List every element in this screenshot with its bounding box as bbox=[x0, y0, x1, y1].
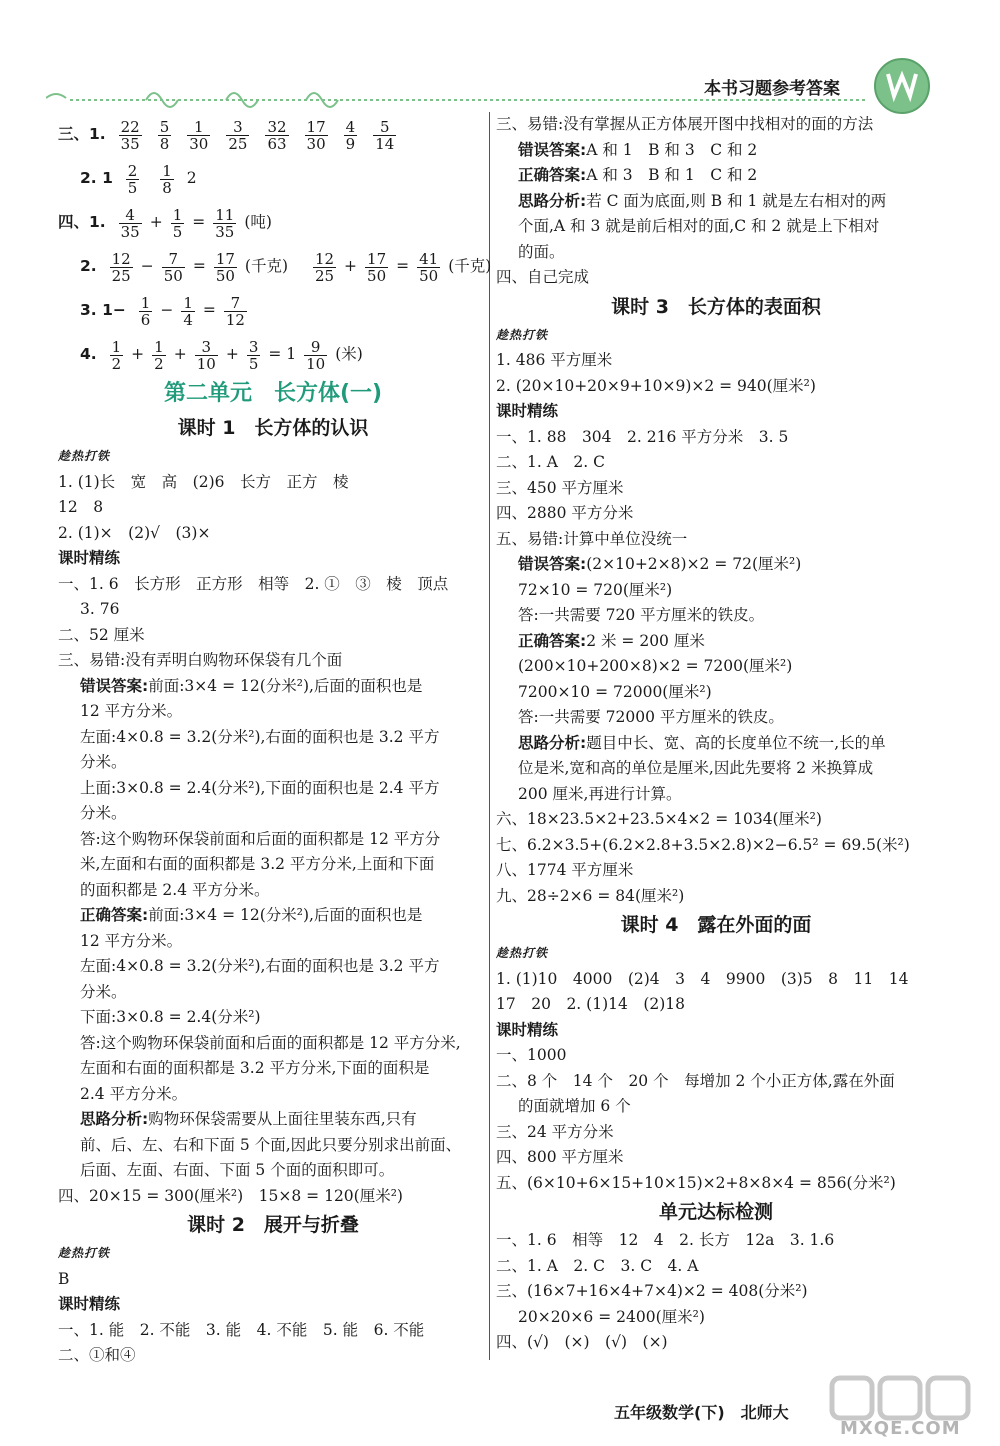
unit-test-title: 单元达标检测 bbox=[658, 1201, 773, 1223]
answer-line: 二、①和④ bbox=[58, 1346, 136, 1364]
answer-line: 答:这个购物环保袋前面和后面的面积都是 12 平方分 bbox=[80, 829, 441, 848]
answer-line: 后面、左面、右面、下面 5 个面的面积即可。 bbox=[80, 1161, 395, 1179]
answer-line: 72×10 = 720(厘米²) bbox=[518, 580, 673, 599]
answer-line: (200×10+200×8)×2 = 7200(厘米²) bbox=[518, 657, 793, 675]
section-heading: 课时精练 bbox=[58, 549, 121, 567]
answer-line: 思路分析:若 C 面为底面,则 B 和 1 就是左右相对的两 bbox=[518, 191, 887, 210]
answer-line: 四、(√) (×) (√) (×) bbox=[496, 1333, 668, 1351]
answer-line: 20×20×6 = 2400(厘米²) bbox=[518, 1307, 705, 1326]
answer-line: 正确答案:前面:3×4 = 12(分米²),后面的面积也是 bbox=[80, 906, 423, 924]
section-heading: 课时精练 bbox=[496, 402, 559, 420]
answer-line: 五、(6×10+6×15+10×15)×2+8×8×4 = 856(分米²) bbox=[496, 1173, 896, 1192]
answer-line: 七、6.2×3.5+(6.2×2.8+3.5×2.8)×2−6.5² = 69.5(米²) bbox=[496, 835, 910, 854]
fraction: $\frac{22}{35}$ bbox=[120, 117, 140, 153]
answer-line: 分米。 bbox=[80, 804, 127, 822]
answer-line: 八、1774 平方厘米 bbox=[496, 861, 634, 879]
answer-line: 三、易错:没有弄明白购物环保袋有几个面 bbox=[58, 651, 343, 669]
answer-line: 的面积都是 2.4 平方分米。 bbox=[80, 880, 270, 899]
answer-line: 一、1. 6 长方形 正方形 相等 2. ① ③ 棱 顶点 bbox=[58, 574, 449, 593]
answer-line: 四、2880 平方分米 bbox=[496, 504, 634, 522]
answer-line: 个面,A 和 3 就是前后相对的面,C 和 2 就是上下相对 bbox=[518, 217, 880, 235]
watermark-url: MXQE.COM bbox=[840, 1418, 961, 1439]
unit-title: 第二单元 长方体(一) bbox=[163, 381, 383, 406]
answer-line: 的面就增加 6 个 bbox=[518, 1097, 631, 1115]
answer-line: 二、8 个 14 个 20 个 每增加 2 个小正方体,露在外面 bbox=[496, 1071, 895, 1090]
answer-line: 前、后、左、右和下面 5 个面,因此只要分别求出前面、 bbox=[80, 1135, 462, 1154]
section-heading: 课时精练 bbox=[496, 1020, 559, 1039]
fraction: $\frac{2}{5}$ bbox=[127, 161, 138, 197]
answer-line: 200 厘米,再进行计算。 bbox=[518, 784, 682, 803]
answer-line: 六、18×23.5×2+23.5×4×2 = 1034(厘米²) bbox=[496, 810, 822, 828]
fraction: $\frac{17}{30}$ bbox=[306, 117, 326, 153]
answer-line: 答:一共需要 720 平方厘米的铁皮。 bbox=[518, 606, 765, 624]
answer-line: 分米。 bbox=[80, 982, 127, 1001]
section-4-item-2: 2. $\frac{12}{25}$ − $\frac{7}{50}$ = $\frac{17}{50}$ (千克) $\frac{12}{25}$ + $\frac{17}{50}$ = $\frac{41}{50}$ (千克) bbox=[80, 249, 492, 285]
answer-line: 答:一共需要 72000 平方厘米的铁皮。 bbox=[518, 708, 784, 726]
section-3-item-2: 2. 1 $\frac{2}{5}$ $\frac{1}{8}$ 2 bbox=[80, 161, 197, 197]
fraction: $\frac{5}{14}$ bbox=[375, 117, 395, 153]
answer-line: 思路分析:题目中长、宽、高的长度单位不统一,长的单 bbox=[518, 733, 886, 752]
section-tag: 趁热打铁 bbox=[496, 946, 549, 960]
left-column bbox=[58, 112, 492, 1369]
fraction: $\frac{3}{25}$ bbox=[228, 117, 248, 153]
answer-line: 思路分析:购物环保袋需要从上面往里装东西,只有 bbox=[80, 1110, 417, 1128]
answer-line: 7200×10 = 72000(厘米²) bbox=[518, 682, 712, 701]
answer-line: 一、1. 88 304 2. 216 平方分米 3. 5 bbox=[496, 427, 789, 446]
answer-line: 1. (1)长 宽 高 (2)6 长方 正方 棱 bbox=[58, 472, 349, 491]
fraction: $\frac{32}{63}$ bbox=[267, 117, 287, 153]
answer-line: 二、1. A 2. C bbox=[496, 453, 605, 471]
answer-line: 米,左面和右面的面积都是 3.2 平方分米,上面和下面 bbox=[80, 855, 435, 873]
section-tag: 趁热打铁 bbox=[58, 1246, 111, 1260]
footer-book-title: 五年级数学(下) 北师大 bbox=[614, 1403, 789, 1422]
answer-line: 下面:3×0.8 = 2.4(分米²) bbox=[80, 1008, 261, 1026]
section-4-item-1: 四、1. $\frac{4}{35}$ + $\frac{1}{5}$ = $\frac{11}{35}$ (吨) bbox=[58, 205, 272, 241]
answer-line: 九、28÷2×6 = 84(厘米²) bbox=[496, 886, 685, 905]
answer-line: 四、20×15 = 300(厘米²) 15×8 = 120(厘米²) bbox=[58, 1186, 403, 1205]
answer-line: 左面:4×0.8 = 3.2(分米²),右面的面积也是 3.2 平方 bbox=[80, 727, 440, 746]
answer-line: 三、24 平方分米 bbox=[496, 1122, 614, 1141]
lesson-title: 课时 4 露在外面的面 bbox=[620, 914, 812, 936]
section-tag: 趁热打铁 bbox=[58, 449, 111, 463]
answer-line: 二、1. A 2. C 3. C 4. A bbox=[496, 1256, 699, 1275]
answer-line: 四、800 平方厘米 bbox=[496, 1148, 624, 1166]
answer-line: 3. 76 bbox=[80, 600, 120, 618]
book-logo-icon bbox=[874, 58, 930, 114]
answer-line: 答:这个购物环保袋前面和后面的面积都是 12 平方分米, bbox=[80, 1033, 461, 1052]
answer-line: 一、1. 6 相等 12 4 2. 长方 12a 3. 1.6 bbox=[496, 1231, 835, 1249]
answer-line: 1. (1)10 4000 (2)4 3 4 9900 (3)5 8 11 14 bbox=[496, 969, 909, 988]
answer-line: 错误答案:(2×10+2×8)×2 = 72(厘米²) bbox=[518, 555, 802, 573]
section-4-item-4: 4. $\frac{1}{2}$ + $\frac{1}{2}$ + $\frac{3}{10}$ + $\frac{3}{5}$ = 1 $\frac{9}{10}$ (米) bbox=[80, 337, 363, 373]
answer-line: 三、(16×7+16×4+7×4)×2 = 408(分米²) bbox=[496, 1282, 808, 1300]
lesson-title: 课时 3 长方体的表面积 bbox=[611, 295, 821, 318]
answer-line: 的面。 bbox=[518, 242, 565, 261]
page-header bbox=[0, 0, 1000, 110]
answer-line: 分米。 bbox=[80, 753, 127, 771]
answer-line: 2.4 平方分米。 bbox=[80, 1084, 188, 1103]
answer-line: 12 平方分米。 bbox=[80, 702, 183, 720]
section-heading: 课时精练 bbox=[58, 1295, 121, 1313]
answer-line: 位是米,宽和高的单位是厘米,因此先要将 2 米换算成 bbox=[518, 759, 874, 777]
lesson-title: 课时 2 展开与折叠 bbox=[187, 1214, 359, 1236]
answer-line: 上面:3×0.8 = 2.4(分米²),下面的面积也是 2.4 平方 bbox=[80, 778, 440, 797]
answer-line: 三、易错:没有掌握从正方体展开图中找相对的面的方法 bbox=[496, 115, 874, 133]
answer-line: 三、450 平方厘米 bbox=[496, 478, 624, 497]
right-column bbox=[496, 112, 936, 1356]
column-divider bbox=[489, 112, 490, 1360]
fraction: $\frac{1}{30}$ bbox=[189, 117, 209, 153]
section-tag: 趁热打铁 bbox=[496, 327, 549, 342]
fraction: $\frac{1}{8}$ bbox=[162, 161, 172, 197]
section-3-fractions: 三、1. $\frac{22}{35}$ $\frac{5}{8}$ $\frac{1}{30}$ $\frac{3}{25}$ $\frac{32}{63}$ $\frac{17}{30}$ $\frac{4}{9}$ $\frac{5}{14}$ bbox=[58, 112, 488, 156]
answer-line: 1. 486 平方厘米 bbox=[496, 351, 613, 369]
lesson-title: 课时 1 长方体的认识 bbox=[177, 417, 369, 439]
fraction: $\frac{5}{8}$ bbox=[159, 117, 170, 153]
answer-line: 五、易错:计算中单位没统一 bbox=[496, 529, 688, 548]
answer-line: 错误答案:前面:3×4 = 12(分米²),后面的面积也是 bbox=[80, 676, 423, 695]
answer-line: 左面:4×0.8 = 3.2(分米²),右面的面积也是 3.2 平方 bbox=[80, 957, 440, 975]
answer-line: 错误答案:A 和 1 B 和 3 C 和 2 bbox=[518, 140, 758, 159]
answer-line: 2. (1)× (2)√ (3)× bbox=[58, 523, 211, 542]
answer-line: 一、1. 能 2. 不能 3. 能 4. 不能 5. 能 6. 不能 bbox=[58, 1320, 425, 1339]
fraction: $\frac{4}{9}$ bbox=[345, 117, 356, 153]
answer-line: 一、1000 bbox=[496, 1046, 567, 1064]
answer-line: 12 8 bbox=[58, 498, 104, 516]
answer-line: 17 20 2. (1)14 (2)18 bbox=[496, 995, 686, 1013]
answer-line: B bbox=[58, 1269, 70, 1288]
answer-line: 二、52 厘米 bbox=[58, 625, 145, 644]
answer-line: 左面和右面的面积都是 3.2 平方分米,下面的面积是 bbox=[80, 1059, 430, 1077]
section-4-item-3: 3. 1− $\frac{1}{6}$ − $\frac{1}{4}$ = $\frac{7}{12}$ bbox=[80, 293, 245, 329]
answer-line: 四、自己完成 bbox=[496, 268, 590, 286]
header-title: 本书习题参考答案 bbox=[704, 79, 840, 99]
answer-line: 2. (20×10+20×9+10×9)×2 = 940(厘米²) bbox=[496, 376, 816, 395]
answer-line: 正确答案:2 米 = 200 厘米 bbox=[518, 631, 705, 650]
answer-line: 12 平方分米。 bbox=[80, 931, 183, 950]
answer-line: 正确答案:A 和 3 B 和 1 C 和 2 bbox=[518, 166, 758, 184]
